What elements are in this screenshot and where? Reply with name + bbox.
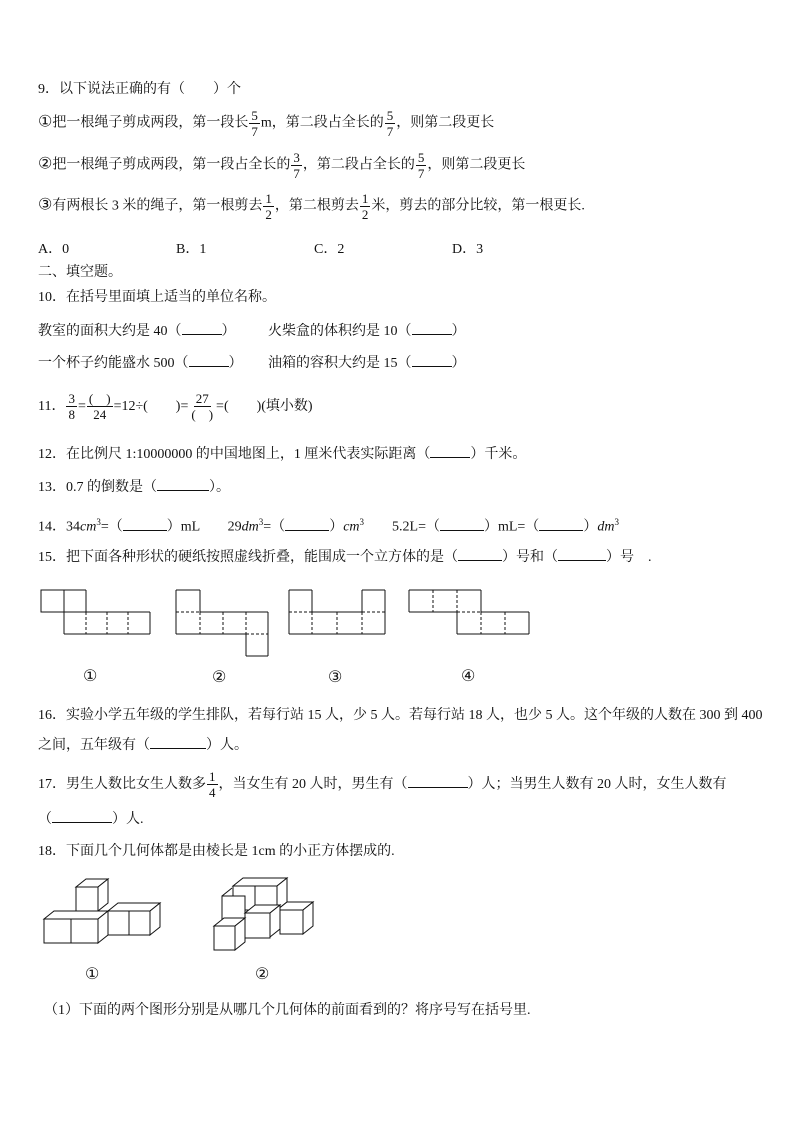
- fraction: $\frac{3}{8}$: [68, 391, 75, 423]
- q18-subquestion: （1）下面的两个图形分别是从哪几个几何体的前面看到的？将序号写在括号里.: [44, 1003, 531, 1018]
- circled-mark: ①: [38, 113, 53, 131]
- q18-stem: 18．下面几个几何体都是由棱长是 1cm 的小正方体摆成的.: [38, 844, 395, 859]
- q10-stem: 10．在括号里面填上适当的单位名称。: [38, 290, 276, 305]
- net-label-2: ②: [212, 669, 227, 686]
- fraction: $\frac{1}{2}$: [265, 191, 272, 222]
- q9-statement-2: ②把一根绳子剪成两段，第一段占全长的 $\frac{3}{7}$ ，第二段占全长的 $\frac{5}{7}$ ，则第二段更长: [38, 150, 526, 181]
- q13: 13．0.7 的倒数是（ ）。: [38, 480, 230, 495]
- fraction: $\frac{5}{7}$: [251, 108, 258, 139]
- fraction: $\frac{5}{7}$: [417, 150, 425, 181]
- fraction: $\frac{3}{7}$: [293, 150, 300, 181]
- q10-item-d: 油箱的容积大约是 15（ ）: [268, 356, 466, 371]
- q17-line-1: 17．男生人数比女生人数多 $\frac{1}{4}$ ，当女生有 20 人时，男生有（ ）人；当男生人数有 20 人时，女生人数有: [38, 769, 727, 801]
- q14: 14．$34cm^3=$（ ）mL $29dm^3=$（ ）$cm^3$ 5.2L=（ ）mL=（ ）$dm^3$: [38, 517, 619, 535]
- q9-option-c[interactable]: C．2: [314, 242, 345, 257]
- q9-option-a[interactable]: A．0: [38, 242, 70, 257]
- circled-mark: ②: [38, 155, 53, 173]
- q9-stem: 9．以下说法正确的有（ ）个: [38, 82, 241, 97]
- q17-line-2: （ ）人.: [38, 812, 144, 827]
- solid-label-2: ②: [255, 966, 270, 983]
- fraction: $\frac{5}{7}$: [386, 108, 394, 139]
- fraction: $\frac{1}{2}$: [361, 191, 369, 222]
- fraction: $\frac{( )}{24}$: [88, 391, 111, 423]
- net-label-1: ①: [83, 668, 98, 685]
- q12: 12．在比例尺 1:10000000 的中国地图上，1 厘米代表实际距离（ ）千米。: [38, 447, 527, 462]
- net-label-4: ④: [461, 668, 476, 685]
- fraction: $\frac{1}{4}$: [209, 769, 216, 801]
- q9-statement-1: ①把一根绳子剪成两段，第一段长 $\frac{5}{7}$ m，第二段占全长的 $\frac{5}{7}$ ，则第二段更长: [38, 108, 495, 139]
- q16-line-2: 之间，五年级有（ ）人。: [38, 738, 248, 753]
- net-label-3: ③: [328, 669, 343, 686]
- q16-line-1: 16．实验小学五年级的学生排队，若每行站 15 人，少 5 人。若每行站 18 人，也少 5 人。这个年级的人数在 300 到 400: [38, 708, 763, 723]
- q9-option-b[interactable]: B．1: [176, 242, 207, 257]
- q15: 15．把下面各种形状的硬纸按照虚线折叠，能围成一个立方体的是（ ）号和（ ）号 .: [38, 550, 652, 565]
- q11: 11． $\frac{3}{8}$ = $\frac{( )}{24}$ =12÷( )= $\frac{27}{( )}$ =( )(填小数): [38, 391, 313, 423]
- q10-item-b: 火柴盒的体积约是 10（ ）: [268, 324, 466, 339]
- q10-item-c: 一个杯子约能盛水 500（ ）: [38, 356, 243, 371]
- circled-mark: ③: [38, 196, 53, 214]
- q10-item-a: 教室的面积大约是 40（ ）: [38, 324, 236, 339]
- solid-label-1: ①: [85, 966, 100, 983]
- q9-option-d[interactable]: D．3: [452, 242, 484, 257]
- q9-statement-3: ③有两根长 3 米的绳子，第一根剪去 $\frac{1}{2}$ ，第二根剪去 $\frac{1}{2}$ 米，剪去的部分比较，第一根更长.: [38, 191, 585, 222]
- section-heading: 二、填空题。: [38, 265, 122, 280]
- fraction: $\frac{27}{( )}$: [191, 391, 214, 423]
